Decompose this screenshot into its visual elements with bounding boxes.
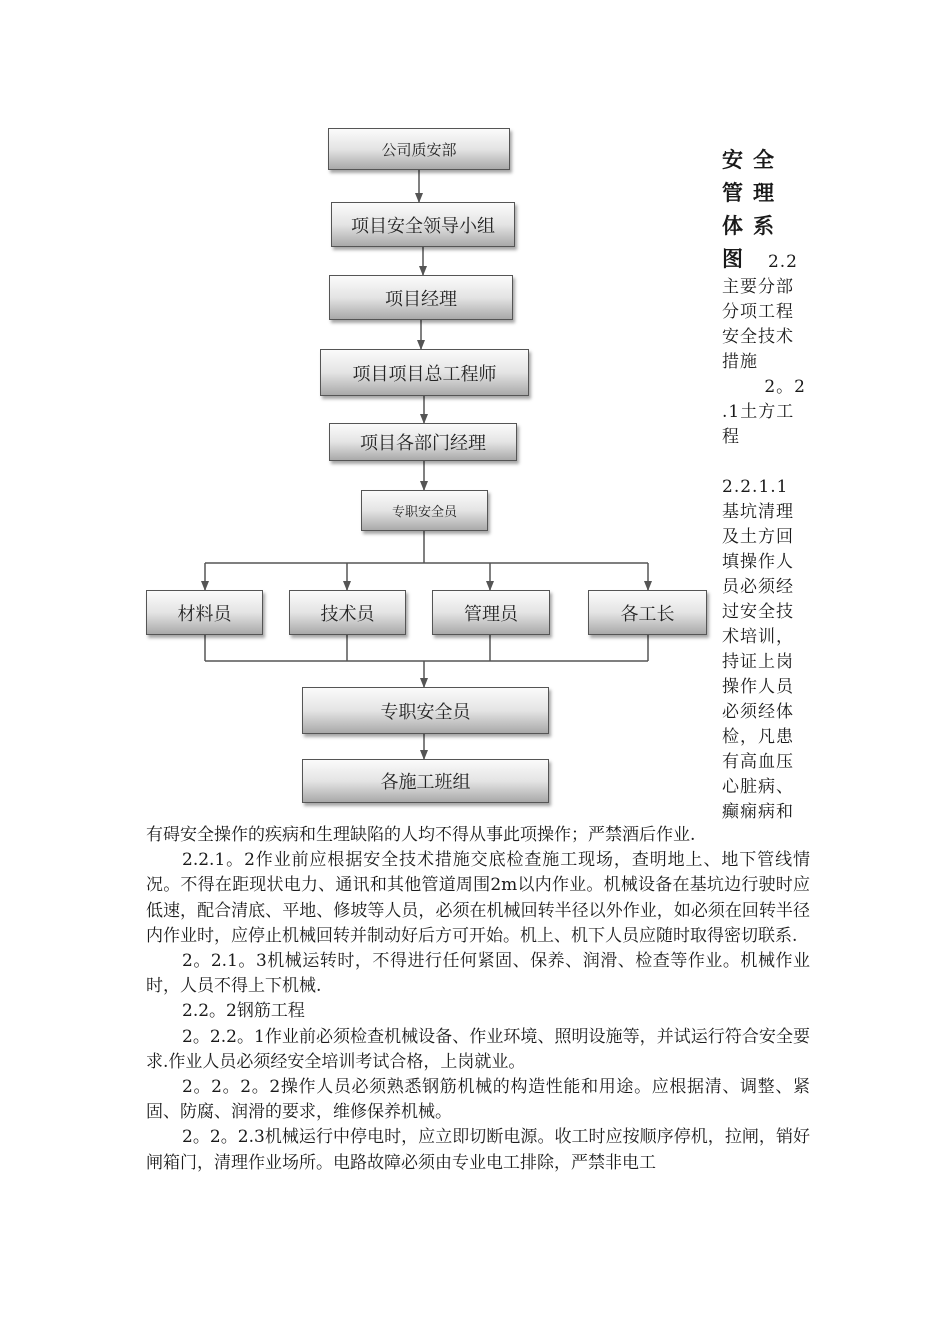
node-project-manager: 项目经理 [329, 275, 513, 320]
section-2-2-1-number: 2。2 [764, 377, 806, 397]
node-company-safety-dept: 公司质安部 [328, 128, 510, 170]
paragraph: 2。2.1。3机械运转时，不得进行任何紧固、保养、润滑、检查等作业。机械作业时，人员不得上下机械. [146, 951, 810, 997]
node-foremen: 各工长 [588, 590, 707, 635]
paragraph: 有碍安全操作的疾病和生理缺陷的人均不得从事此项操作；严禁酒后作业. [146, 825, 696, 845]
paragraph: 2.2.1。2作业前应根据安全技术措施交底检查施工现场，查明地上、地下管线情况。不得在距现状电力、通讯和其他管道周围2m以内作业。机械设备在基坑边行驶时应低速，配合清底、平地、修坡等人员，必须在机械回转半径以外作业，如必须在回转半径内作业时，应停止机械回转并制动好后方可开始。机上、机下人员应随时取得密切联系. [146, 850, 810, 946]
diagram-caption: 安全管理体系图 [722, 148, 784, 271]
node-chief-engineer: 项目项目总工程师 [320, 349, 529, 396]
node-materials-clerk: 材料员 [146, 590, 263, 635]
node-project-safety-leadership: 项目安全领导小组 [331, 202, 515, 247]
section-2-2-title: 主要分部分项工程安全技术措施 [722, 277, 794, 372]
section-2-2-1-1-text: 基坑清理及土方回填操作人员必须经过安全技术培训，持证上岗操作人员必须经体检，凡患有高血压心脏病、癫痫病和 [722, 502, 794, 822]
node-technician: 技术员 [289, 590, 406, 635]
node-dept-managers: 项目各部门经理 [329, 423, 517, 461]
section-2-2-1-1-number: 2.2.1.1 [722, 477, 789, 497]
node-construction-teams: 各施工班组 [302, 759, 549, 803]
paragraph: 2。2.2。1作业前必须检查机械设备、作业环境、照明设施等，并试运行符合安全要求.作业人员必须经安全培训考试合格，上岗就业。 [146, 1026, 810, 1072]
node-safety-officer: 专职安全员 [302, 687, 549, 734]
subheading: 2.2。2钢筋工程 [182, 1001, 305, 1022]
section-2-2-1-title: .1土方工程 [722, 402, 795, 447]
section-2-2-number: 2.2 [767, 252, 798, 272]
node-safety-officer-small: 专职安全员 [361, 490, 488, 531]
paragraph: 2。2。2.3机械运行中停电时，应立即切断电源。收工时应按顺序停机，拉闸，销好闸箱门，清理作业场所。电路故障必须由专业电工排除，严禁非电工 [146, 1127, 810, 1173]
paragraph: 2。2。2。2操作人员必须熟悉钢筋机械的构造性能和用途。应根据清、调整、紧固、防腐、润滑的要求，维修保养机械。 [146, 1077, 810, 1123]
node-administrator: 管理员 [432, 590, 550, 635]
body-text [146, 823, 810, 1176]
